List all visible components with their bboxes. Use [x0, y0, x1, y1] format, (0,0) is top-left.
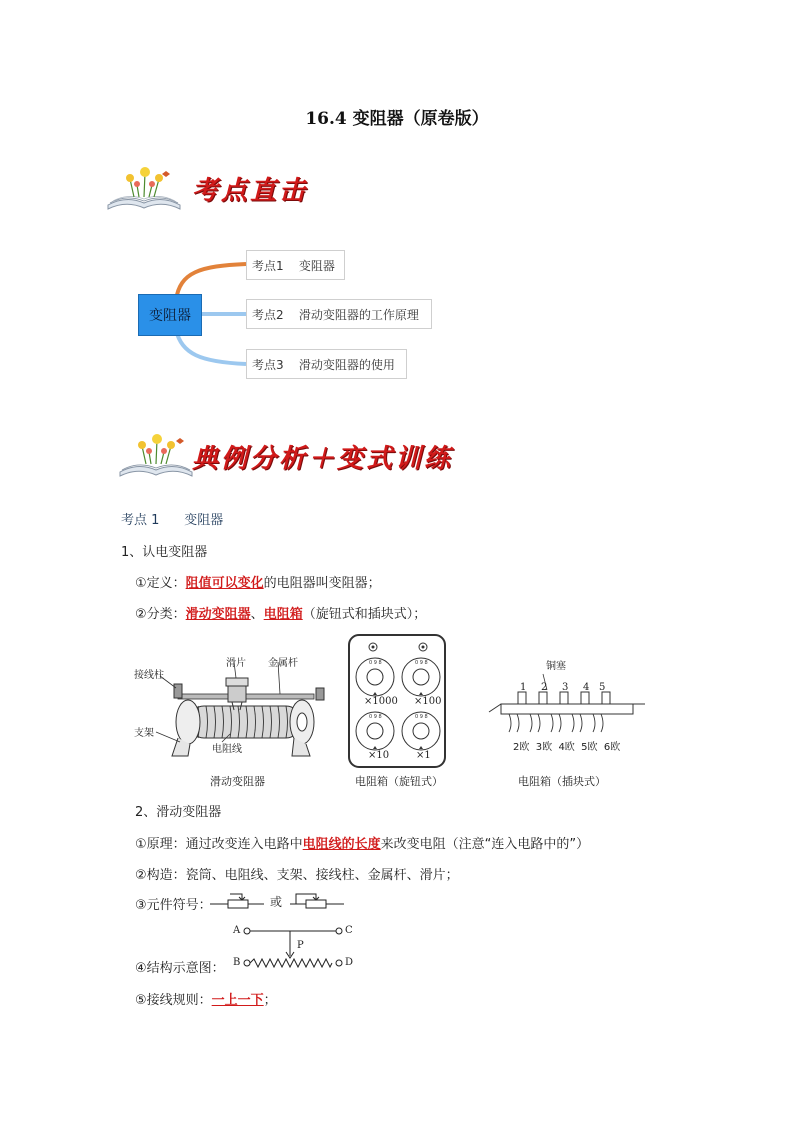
classification-line [135, 603, 426, 622]
classification-suffix: （旋钮式和插块式）； [302, 607, 427, 622]
caption-plug-box: 电阻箱（插块式） [518, 775, 606, 788]
rheostat-symbol-2 [288, 891, 348, 913]
schematic-D: D [345, 957, 354, 968]
mindmap-node-2: 考点2 滑动变阻器的工作原理 [246, 299, 432, 329]
plug-number-3: 3 [562, 682, 569, 693]
symbol-prefix: ③元件符号： [135, 898, 212, 913]
topic-heading: 考点 1 变阻器 [121, 513, 224, 528]
rule-keyword: 一上一下 [211, 993, 264, 1008]
svg-text:0 9 8: 0 9 8 [369, 660, 382, 666]
plug-resistance-box-figure [487, 668, 647, 740]
classification-keyword-1: 滑动变阻器 [185, 607, 251, 622]
classification-sep: 、 [250, 607, 264, 622]
label-terminal: 接线柱 [134, 670, 164, 681]
rule-prefix: ⑤接线规则： [135, 993, 212, 1008]
principle-line [135, 833, 589, 852]
mindmap-root: 变阻器 [138, 294, 202, 336]
plug-number-5: 5 [599, 682, 606, 693]
multiplier-1000: ×1000 [364, 696, 398, 707]
multiplier-10: ×10 [368, 750, 390, 761]
svg-text:0 9 8: 0 9 8 [415, 660, 428, 666]
label-slide: 滑片 [226, 658, 246, 669]
rheostat-schematic [230, 922, 360, 974]
section-heading-kaodian: 考点直击 [192, 176, 309, 206]
plug-number-2: 2 [541, 682, 548, 693]
mindmap-node-1: 考点1 变阻器 [246, 250, 345, 280]
schematic-C: C [345, 925, 353, 936]
label-wire: 电阻线 [212, 744, 242, 755]
classification-keyword-2: 电阻箱 [263, 607, 303, 622]
classification-prefix: ②分类： [135, 607, 186, 622]
schematic-prefix: ④结构示意图： [135, 961, 225, 976]
rule-suffix: ； [263, 993, 277, 1008]
multiplier-1: ×1 [416, 750, 431, 761]
label-stand: 支架 [134, 728, 154, 739]
principle-prefix: ①原理：通过改变连入电路中 [135, 837, 303, 852]
mindmap-node-3: 考点3 滑动变阻器的使用 [246, 349, 407, 379]
plug-number-1: 1 [520, 682, 527, 693]
section-heading-examples: 典例分析＋变式训练 [192, 444, 454, 474]
principle-keyword: 电阻线的长度 [302, 837, 381, 852]
definition-line [135, 572, 381, 591]
page-title: 16.4 变阻器（原卷版） [305, 109, 489, 129]
multiplier-100: ×100 [414, 696, 442, 707]
label-copper-plug: 铜塞 [546, 661, 566, 672]
item2-heading: 2、滑动变阻器 [135, 805, 222, 820]
schematic-A: A [233, 925, 241, 936]
svg-text:0 9 8: 0 9 8 [415, 714, 428, 720]
symbol-or: 或 [270, 895, 283, 909]
definition-prefix: ①定义： [135, 576, 186, 591]
definition-suffix: 的电阻器叫变阻器； [263, 576, 381, 591]
caption-sliding-rheostat: 滑动变阻器 [210, 775, 265, 788]
caption-knob-box: 电阻箱（旋钮式） [355, 775, 443, 788]
principle-suffix: 来改变电阻（注意“连入电路中的”） [380, 837, 590, 852]
plug-number-4: 4 [583, 682, 590, 693]
structure-line: ②构造：瓷筒、电阻线、支架、接线柱、金属杆、滑片； [135, 868, 459, 883]
wiring-rule-line [135, 989, 277, 1008]
label-rod: 金属杆 [268, 658, 298, 669]
svg-text:0 9 8: 0 9 8 [369, 714, 382, 720]
schematic-P: P [297, 940, 304, 951]
plug-ohm-values: 2欧 3欧 4欧 5欧 6欧 [513, 742, 621, 753]
schematic-B: B [233, 957, 241, 968]
open-book-flowers-icon [116, 432, 196, 482]
item1-heading: 1、认电变阻器 [121, 545, 208, 560]
definition-keyword: 阻值可以变化 [185, 576, 264, 591]
rheostat-symbol-1 [208, 891, 268, 913]
